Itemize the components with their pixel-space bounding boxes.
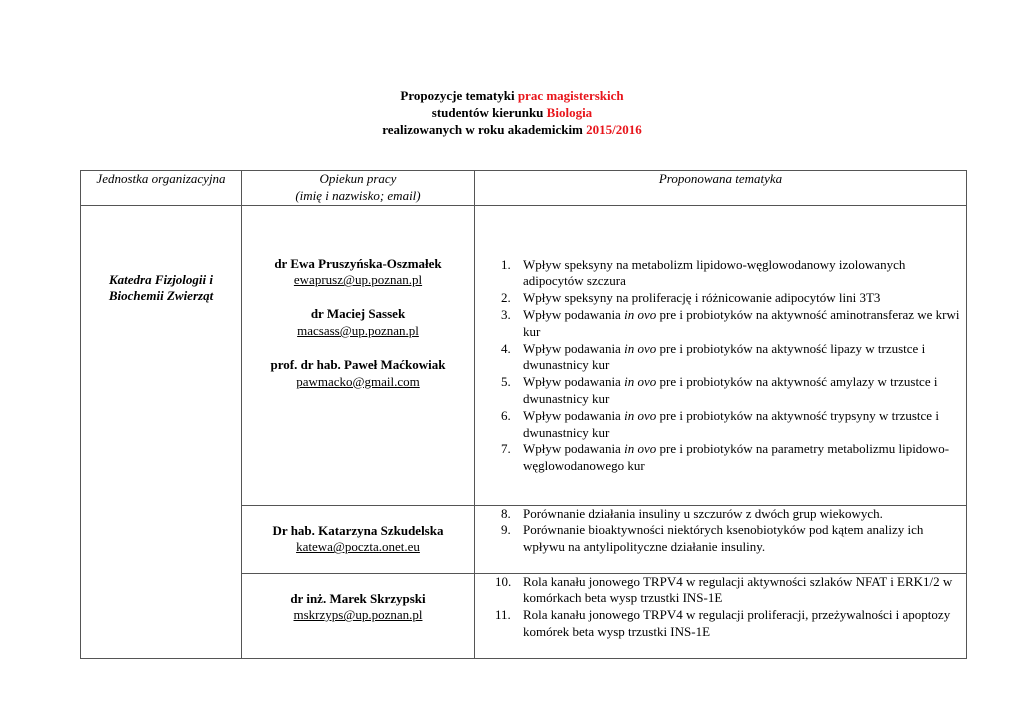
supervisor-name: Dr hab. Katarzyna Szkudelska [272, 522, 444, 538]
supervisor-email[interactable]: macsass@up.poznan.pl [297, 322, 419, 338]
topics-list [475, 574, 966, 641]
title-line-3: realizowanych w roku akademickim 2015/2016 [382, 122, 642, 137]
topics-list [475, 506, 966, 556]
list-item: 9. Porównanie bioaktywności niektórych ksenobiotyków pod kątem analizy ich wpływu na antylipolityczne działanie insuliny. [501, 522, 924, 555]
supervisor-name: dr Maciej Sassek [310, 306, 406, 322]
topics-cell [475, 573, 967, 658]
topics-table [80, 170, 967, 659]
list-item: 5. Wpływ podawania in ovo pre i probiotyków na aktywność amylazy w trzustce i dwunastnicy kur [501, 374, 938, 406]
table-header-row [81, 171, 967, 206]
supervisor-email[interactable]: katewa@poczta.onet.eu [296, 539, 420, 555]
list-item: 10. Rola kanału jonowego TRPV4 w regulacji aktywności szlaków NFAT i ERK1/2 w komórkach beta wysp trzustki INS-1E [495, 573, 953, 606]
title-line-1: Propozycje tematyki prac magisterskich [400, 88, 624, 103]
list-item: 4. Wpływ podawania in ovo pre i probiotyków na aktywność lipazy w trzustce i dwunastnicy kur [501, 340, 926, 373]
supervisor-cell [242, 573, 475, 658]
header-supervisor: Opiekun pracy (imię i nazwisko; email) [242, 171, 475, 206]
title-line-2: studentów kierunku Biologia [431, 105, 593, 120]
header-topics: Proponowana tematyka [475, 171, 967, 206]
supervisor-name: dr Ewa Pruszyńska-Oszmałek [274, 255, 442, 271]
table-row [81, 205, 967, 505]
list-item: 11. Rola kanału jonowego TRPV4 w regulacji proliferacji, przeżywalności i apoptozy komórek beta wysp trzustki INS-1E [495, 607, 951, 639]
list-item: 3. Wpływ podawania in ovo pre i probiotyków na aktywność aminotransferaz we krwi kur [501, 306, 960, 339]
list-item: 6. Wpływ podawania in ovo pre i probiotyków na aktywność trypsyny w trzustce i dwunastnicy kur [501, 407, 939, 440]
supervisor-email[interactable]: ewaprusz@up.poznan.pl [293, 272, 423, 288]
topics-cell [475, 205, 967, 505]
document-title [0, 87, 1024, 138]
supervisor-cell [242, 505, 475, 573]
list-item: 1. Wpływ speksyny na metabolizm lipidowo-węglowodanowy izolowanych adipocytów szczura [501, 256, 906, 289]
topics-list [475, 257, 966, 475]
list-item: 8. Porównanie działania insuliny u szczurów z dwóch grup wiekowych. [501, 505, 883, 521]
supervisor-cell [242, 205, 475, 505]
supervisor-email[interactable]: pawmacko@gmail.com [296, 373, 420, 389]
header-unit: Jednostka organizacyjna [81, 171, 242, 206]
supervisor-email[interactable]: mskrzyps@up.poznan.pl [293, 607, 423, 623]
supervisor-name: prof. dr hab. Paweł Maćkowiak [270, 356, 446, 372]
topics-cell [475, 505, 967, 573]
list-item: 2. Wpływ speksyny na proliferację i różnicowanie adipocytów lini 3T3 [501, 290, 881, 306]
organizational-unit: Katedra Fizjologii i Biochemii Zwierząt [81, 205, 242, 658]
list-item: 7. Wpływ podawania in ovo pre i probiotyków na parametry metabolizmu lipidowo-węglowodanowego kur [501, 441, 950, 474]
supervisor-name: dr inż. Marek Skrzypski [290, 590, 426, 606]
